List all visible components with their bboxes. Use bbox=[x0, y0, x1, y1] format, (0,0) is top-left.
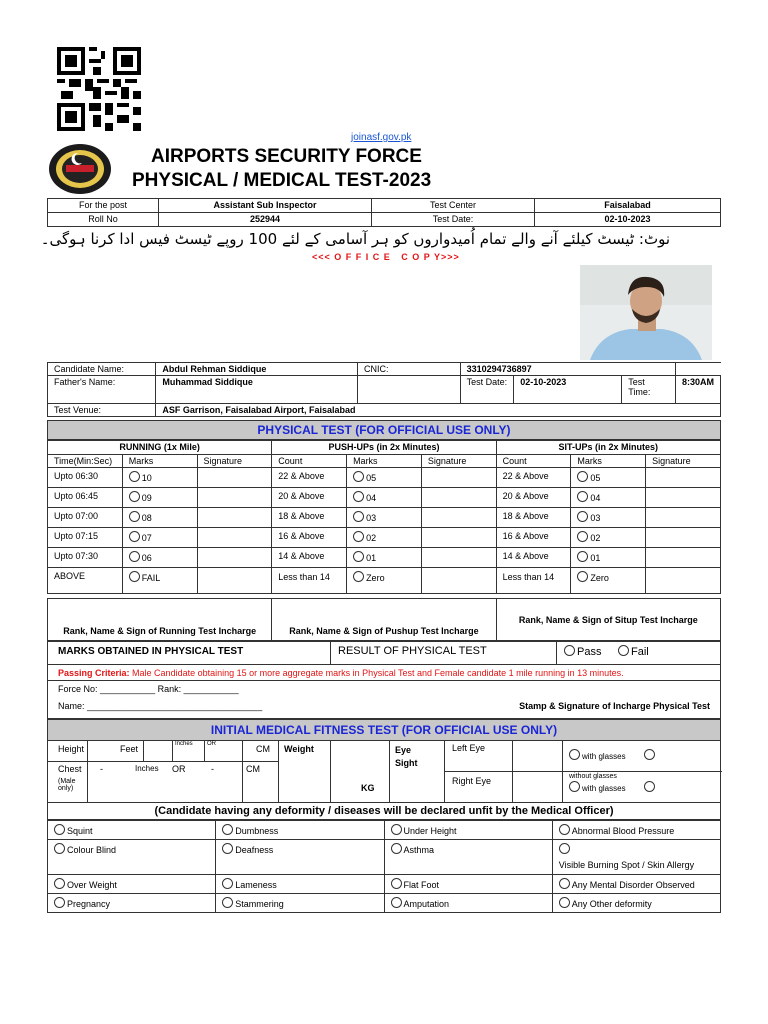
signature-cell[interactable] bbox=[197, 508, 272, 528]
test-time-value: 8:30AM bbox=[675, 376, 720, 404]
condition-label: Any Other deformity bbox=[571, 899, 652, 909]
radio-icon bbox=[559, 824, 570, 835]
radio-icon bbox=[577, 471, 588, 482]
signature-cell[interactable] bbox=[421, 528, 496, 548]
test-time-label: Test Time: bbox=[622, 376, 676, 404]
condition-option[interactable] bbox=[48, 875, 216, 894]
radio-icon bbox=[129, 531, 140, 542]
pushup-mark-option[interactable] bbox=[347, 568, 422, 594]
run-time-cell: Upto 07:30 bbox=[48, 548, 123, 568]
left-eye-label: Left Eye bbox=[452, 743, 486, 753]
candidate-name: Abdul Rehman Siddique bbox=[156, 363, 358, 376]
signature-cell[interactable] bbox=[646, 488, 721, 508]
force-no-field: Force No: ___________ Rank: ___________ bbox=[58, 684, 239, 694]
left-with-glasses[interactable]: with glasses bbox=[569, 749, 626, 761]
rank-running: Rank, Name & Sign of Running Test Incharge bbox=[48, 599, 272, 641]
qr-code bbox=[55, 47, 143, 131]
condition-label: Pregnancy bbox=[67, 899, 111, 909]
condition-option[interactable] bbox=[216, 840, 384, 875]
fail-option[interactable]: Fail bbox=[618, 645, 649, 658]
left-without-glasses-radio[interactable] bbox=[644, 749, 657, 761]
pushup-count-cell: Less than 14 bbox=[272, 568, 347, 594]
pushup-count-cell: 20 & Above bbox=[272, 488, 347, 508]
radio-icon bbox=[559, 843, 570, 854]
incharge-sign-table bbox=[47, 598, 721, 641]
father-name-label: Father's Name: bbox=[48, 376, 156, 404]
run-time-cell: Upto 07:00 bbox=[48, 508, 123, 528]
right-with-glasses[interactable]: with glasses bbox=[569, 781, 626, 793]
feet-label: Feet bbox=[120, 744, 139, 754]
signature-cell[interactable] bbox=[197, 488, 272, 508]
test-date-value: 02-10-2023 bbox=[514, 376, 622, 404]
mark-label: 02 bbox=[590, 533, 601, 543]
radio-icon bbox=[559, 878, 570, 889]
table-row bbox=[48, 821, 721, 840]
mark-label: 05 bbox=[366, 473, 377, 483]
mark-label: 03 bbox=[366, 513, 377, 523]
radio-icon bbox=[353, 531, 364, 542]
radio-icon bbox=[577, 491, 588, 502]
condition-label: Any Mental Disorder Observed bbox=[571, 880, 695, 890]
situp-count-cell: 20 & Above bbox=[496, 488, 571, 508]
signature-cell[interactable] bbox=[421, 548, 496, 568]
run-mark-option[interactable] bbox=[122, 548, 197, 568]
situp-count-cell: 18 & Above bbox=[496, 508, 571, 528]
website-link[interactable]: joinasf.gov.pk bbox=[351, 132, 412, 143]
situp-mark-option[interactable] bbox=[571, 528, 646, 548]
signature-cell[interactable] bbox=[646, 548, 721, 568]
pushup-count-cell: 16 & Above bbox=[272, 528, 347, 548]
or-label: OR bbox=[207, 741, 216, 747]
date-label: Test Date: bbox=[372, 213, 535, 227]
run-mark-option[interactable] bbox=[122, 528, 197, 548]
condition-option[interactable] bbox=[216, 875, 384, 894]
signature-cell[interactable] bbox=[421, 468, 496, 488]
radio-icon bbox=[54, 843, 65, 854]
pushup-count-cell: 18 & Above bbox=[272, 508, 347, 528]
office-copy-label: <<< O F F I C E C O P Y>>> bbox=[312, 252, 460, 262]
radio-icon bbox=[618, 645, 629, 656]
pushup-mark-option[interactable] bbox=[347, 468, 422, 488]
marks-obtained-label: MARKS OBTAINED IN PHYSICAL TEST bbox=[58, 646, 244, 657]
condition-option[interactable] bbox=[552, 875, 720, 894]
radio-icon bbox=[353, 471, 364, 482]
radio-icon bbox=[222, 843, 233, 854]
venue-label: Test Venue: bbox=[48, 404, 156, 417]
situp-mark-option[interactable] bbox=[571, 548, 646, 568]
deformity-note: (Candidate having any deformity / diseases will be declared unfit by the Medical Officer) bbox=[47, 803, 721, 820]
condition-label: Amputation bbox=[403, 899, 450, 909]
col-signature: Signature bbox=[421, 455, 496, 468]
father-name: Muhammad Siddique bbox=[156, 376, 358, 404]
radio-icon bbox=[54, 824, 65, 835]
situp-mark-option[interactable] bbox=[571, 568, 646, 594]
candidate-name-label: Candidate Name: bbox=[48, 363, 156, 376]
signature-cell[interactable] bbox=[646, 508, 721, 528]
radio-icon bbox=[353, 491, 364, 502]
mark-label: 06 bbox=[141, 553, 152, 563]
run-time-cell: Upto 07:15 bbox=[48, 528, 123, 548]
pushup-title: PUSH-UPs (in 2x Minutes) bbox=[272, 441, 496, 455]
run-time-cell: Upto 06:30 bbox=[48, 468, 123, 488]
signature-cell[interactable] bbox=[421, 508, 496, 528]
signature-cell[interactable] bbox=[197, 548, 272, 568]
condition-label: Abnormal Blood Pressure bbox=[571, 826, 675, 836]
col-time: Time(Min:Sec) bbox=[48, 455, 123, 468]
radio-icon bbox=[577, 531, 588, 542]
post-info-table bbox=[47, 198, 721, 227]
radio-icon bbox=[353, 511, 364, 522]
situp-count-cell: Less than 14 bbox=[496, 568, 571, 594]
condition-label: Lameness bbox=[235, 880, 277, 890]
mark-label: 03 bbox=[590, 513, 601, 523]
radio-icon bbox=[391, 897, 402, 908]
mark-label: 08 bbox=[141, 513, 152, 523]
urdu-fee-note: نوٹ: ٹیسٹ کیلئے آنے والے تمام اُمیدواروں کو ہر آسامی کے لئے 100 روپے ٹیسٹ فیس ادا کرنا ہوگی۔ bbox=[40, 230, 670, 248]
medical-conditions-table bbox=[47, 820, 721, 913]
radio-icon bbox=[54, 878, 65, 889]
name-field: Name: ___________________________________ bbox=[58, 701, 263, 711]
situp-mark-option[interactable] bbox=[571, 468, 646, 488]
signature-cell[interactable] bbox=[646, 468, 721, 488]
radio-icon bbox=[222, 824, 233, 835]
marks-result-row bbox=[47, 641, 721, 665]
condition-option[interactable] bbox=[216, 894, 384, 913]
situp-count-cell: 22 & Above bbox=[496, 468, 571, 488]
radio-icon bbox=[391, 878, 402, 889]
rank-pushup: Rank, Name & Sign of Pushup Test Incharge bbox=[272, 599, 496, 641]
mark-label: 10 bbox=[141, 473, 152, 483]
right-eye-label: Right Eye bbox=[452, 776, 492, 786]
weight-label: Weight bbox=[284, 744, 314, 754]
table-row bbox=[48, 468, 721, 488]
physical-test-header bbox=[47, 420, 721, 440]
col-marks: Marks bbox=[347, 455, 422, 468]
roll-label: Roll No bbox=[48, 213, 159, 227]
org-name: AIRPORTS SECURITY FORCE bbox=[151, 146, 422, 167]
cm-label: CM bbox=[246, 764, 260, 774]
radio-icon bbox=[564, 645, 575, 656]
situp-mark-option[interactable] bbox=[571, 488, 646, 508]
condition-label: Over Weight bbox=[67, 880, 117, 890]
condition-label: Under Height bbox=[403, 826, 457, 836]
signature-cell[interactable] bbox=[646, 528, 721, 548]
eye-sight-label: Eye Sight bbox=[395, 745, 418, 768]
radio-icon bbox=[129, 471, 140, 482]
asf-logo bbox=[48, 143, 112, 195]
inches-label: Inches bbox=[175, 741, 193, 747]
signature-cell[interactable] bbox=[197, 568, 272, 594]
run-time-cell: ABOVE bbox=[48, 568, 123, 594]
mark-label: 04 bbox=[590, 493, 601, 503]
condition-label: Asthma bbox=[403, 845, 435, 855]
condition-option[interactable] bbox=[48, 840, 216, 875]
condition-label: Deafness bbox=[235, 845, 274, 855]
radio-icon bbox=[577, 511, 588, 522]
date-value: 02-10-2023 bbox=[535, 213, 721, 227]
radio-icon bbox=[577, 571, 588, 582]
condition-label: Dumbness bbox=[235, 826, 279, 836]
col-signature: Signature bbox=[197, 455, 272, 468]
medical-test-header bbox=[47, 719, 721, 741]
col-signature: Signature bbox=[646, 455, 721, 468]
medical-test-title: INITIAL MEDICAL FITNESS TEST (FOR OFFICIAL USE ONLY) bbox=[210, 723, 558, 737]
pass-option[interactable]: Pass bbox=[564, 645, 601, 658]
condition-option[interactable] bbox=[552, 894, 720, 913]
radio-icon bbox=[54, 897, 65, 908]
radio-icon bbox=[353, 551, 364, 562]
or-label: OR bbox=[172, 764, 186, 774]
radio-icon bbox=[391, 824, 402, 835]
table-row bbox=[48, 548, 721, 568]
center-value: Faisalabad bbox=[535, 199, 721, 213]
condition-option[interactable] bbox=[552, 821, 720, 840]
pushup-count-cell: 22 & Above bbox=[272, 468, 347, 488]
pushup-mark-option[interactable] bbox=[347, 508, 422, 528]
condition-label: Visible Burning Spot / Skin Allergy bbox=[558, 860, 695, 870]
running-title: RUNNING (1x Mile) bbox=[48, 441, 272, 455]
col-marks: Marks bbox=[122, 455, 197, 468]
mark-label: Zero bbox=[366, 573, 385, 583]
condition-label: Colour Blind bbox=[67, 845, 117, 855]
table-row bbox=[48, 894, 721, 913]
condition-label: Flat Foot bbox=[403, 880, 440, 890]
radio-icon bbox=[129, 551, 140, 562]
table-row bbox=[48, 840, 721, 875]
radio-icon bbox=[129, 511, 140, 522]
without-glasses-label: without glasses bbox=[569, 773, 617, 780]
stamp-label: Stamp & Signature of Incharge Physical Test bbox=[519, 701, 710, 711]
condition-option[interactable] bbox=[48, 821, 216, 840]
incharge-stamp-area bbox=[47, 681, 721, 719]
post-value: Assistant Sub Inspector bbox=[159, 199, 372, 213]
physical-test-title: PHYSICAL TEST (FOR OFFICIAL USE ONLY) bbox=[257, 423, 511, 437]
radio-icon bbox=[129, 491, 140, 502]
dash: - bbox=[211, 764, 214, 774]
candidate-info-table bbox=[47, 362, 721, 417]
table-row bbox=[48, 875, 721, 894]
table-row bbox=[48, 528, 721, 548]
situp-count-cell: 16 & Above bbox=[496, 528, 571, 548]
radio-icon bbox=[577, 551, 588, 562]
mark-label: Zero bbox=[590, 573, 609, 583]
right-without-glasses-radio[interactable] bbox=[644, 781, 657, 793]
test-date-label: Test Date: bbox=[460, 376, 514, 404]
passing-criteria: Passing Criteria: Male Candidate obtaining 15 or more aggregate marks in Physical Test and Female candidate 1 mile running in 13 minutes. bbox=[47, 665, 721, 681]
signature-cell[interactable] bbox=[421, 568, 496, 594]
col-count: Count bbox=[272, 455, 347, 468]
signature-cell[interactable] bbox=[646, 568, 721, 594]
chest-label: Chest bbox=[58, 764, 82, 774]
situp-mark-option[interactable] bbox=[571, 508, 646, 528]
mark-label: FAIL bbox=[141, 573, 161, 583]
run-mark-option[interactable] bbox=[122, 568, 197, 594]
candidate-photo bbox=[580, 265, 712, 360]
cnic-value: 3310294736897 bbox=[460, 363, 675, 376]
mark-label: 01 bbox=[366, 553, 377, 563]
col-marks: Marks bbox=[571, 455, 646, 468]
pushup-count-cell: 14 & Above bbox=[272, 548, 347, 568]
run-mark-option[interactable] bbox=[122, 468, 197, 488]
condition-option[interactable] bbox=[384, 821, 552, 840]
measurements-area bbox=[47, 741, 721, 803]
rank-situp: Rank, Name & Sign of Situp Test Incharge bbox=[496, 599, 720, 641]
kg-label: KG bbox=[361, 783, 375, 793]
dash: - bbox=[100, 764, 103, 774]
center-label: Test Center bbox=[372, 199, 535, 213]
mark-label: 01 bbox=[590, 553, 601, 563]
pushup-mark-option[interactable] bbox=[347, 528, 422, 548]
height-label: Height bbox=[58, 744, 85, 754]
pushup-mark-option[interactable] bbox=[347, 488, 422, 508]
condition-label: Squint bbox=[67, 826, 93, 836]
signature-cell[interactable] bbox=[421, 488, 496, 508]
condition-option[interactable] bbox=[552, 840, 720, 875]
radio-icon bbox=[391, 843, 402, 854]
situp-count-cell: 14 & Above bbox=[496, 548, 571, 568]
physical-test-table bbox=[47, 440, 721, 594]
venue-value: ASF Garrison, Faisalabad Airport, Faisalabad bbox=[156, 404, 721, 417]
condition-option[interactable] bbox=[48, 894, 216, 913]
roll-value: 252944 bbox=[159, 213, 372, 227]
radio-icon bbox=[222, 878, 233, 889]
mark-label: 05 bbox=[590, 473, 601, 483]
radio-icon bbox=[222, 897, 233, 908]
mark-label: 09 bbox=[141, 493, 152, 503]
mark-label: 07 bbox=[141, 533, 152, 543]
condition-option[interactable] bbox=[384, 840, 552, 875]
post-label: For the post bbox=[48, 199, 159, 213]
table-row bbox=[48, 508, 721, 528]
radio-icon bbox=[559, 897, 570, 908]
cm-label: CM bbox=[256, 744, 270, 754]
situp-title: SIT-UPs (in 2x Minutes) bbox=[496, 441, 720, 455]
col-count: Count bbox=[496, 455, 571, 468]
condition-option[interactable] bbox=[384, 894, 552, 913]
mark-label: 02 bbox=[366, 533, 377, 543]
run-mark-option[interactable] bbox=[122, 508, 197, 528]
radio-icon bbox=[129, 571, 140, 582]
inches-label: Inches bbox=[135, 764, 159, 773]
result-label: RESULT OF PHYSICAL TEST bbox=[338, 645, 487, 657]
condition-label: Stammering bbox=[235, 899, 284, 909]
mark-label: 04 bbox=[366, 493, 377, 503]
cnic-label: CNIC: bbox=[357, 363, 460, 376]
signature-cell[interactable] bbox=[197, 528, 272, 548]
test-title: PHYSICAL / MEDICAL TEST-2023 bbox=[132, 170, 432, 191]
condition-option[interactable] bbox=[216, 821, 384, 840]
condition-option[interactable] bbox=[384, 875, 552, 894]
table-row bbox=[48, 488, 721, 508]
male-only-label: (Male only) bbox=[58, 778, 76, 792]
pushup-mark-option[interactable] bbox=[347, 548, 422, 568]
signature-cell[interactable] bbox=[197, 468, 272, 488]
run-time-cell: Upto 06:45 bbox=[48, 488, 123, 508]
radio-icon bbox=[353, 571, 364, 582]
run-mark-option[interactable] bbox=[122, 488, 197, 508]
table-row bbox=[48, 568, 721, 594]
